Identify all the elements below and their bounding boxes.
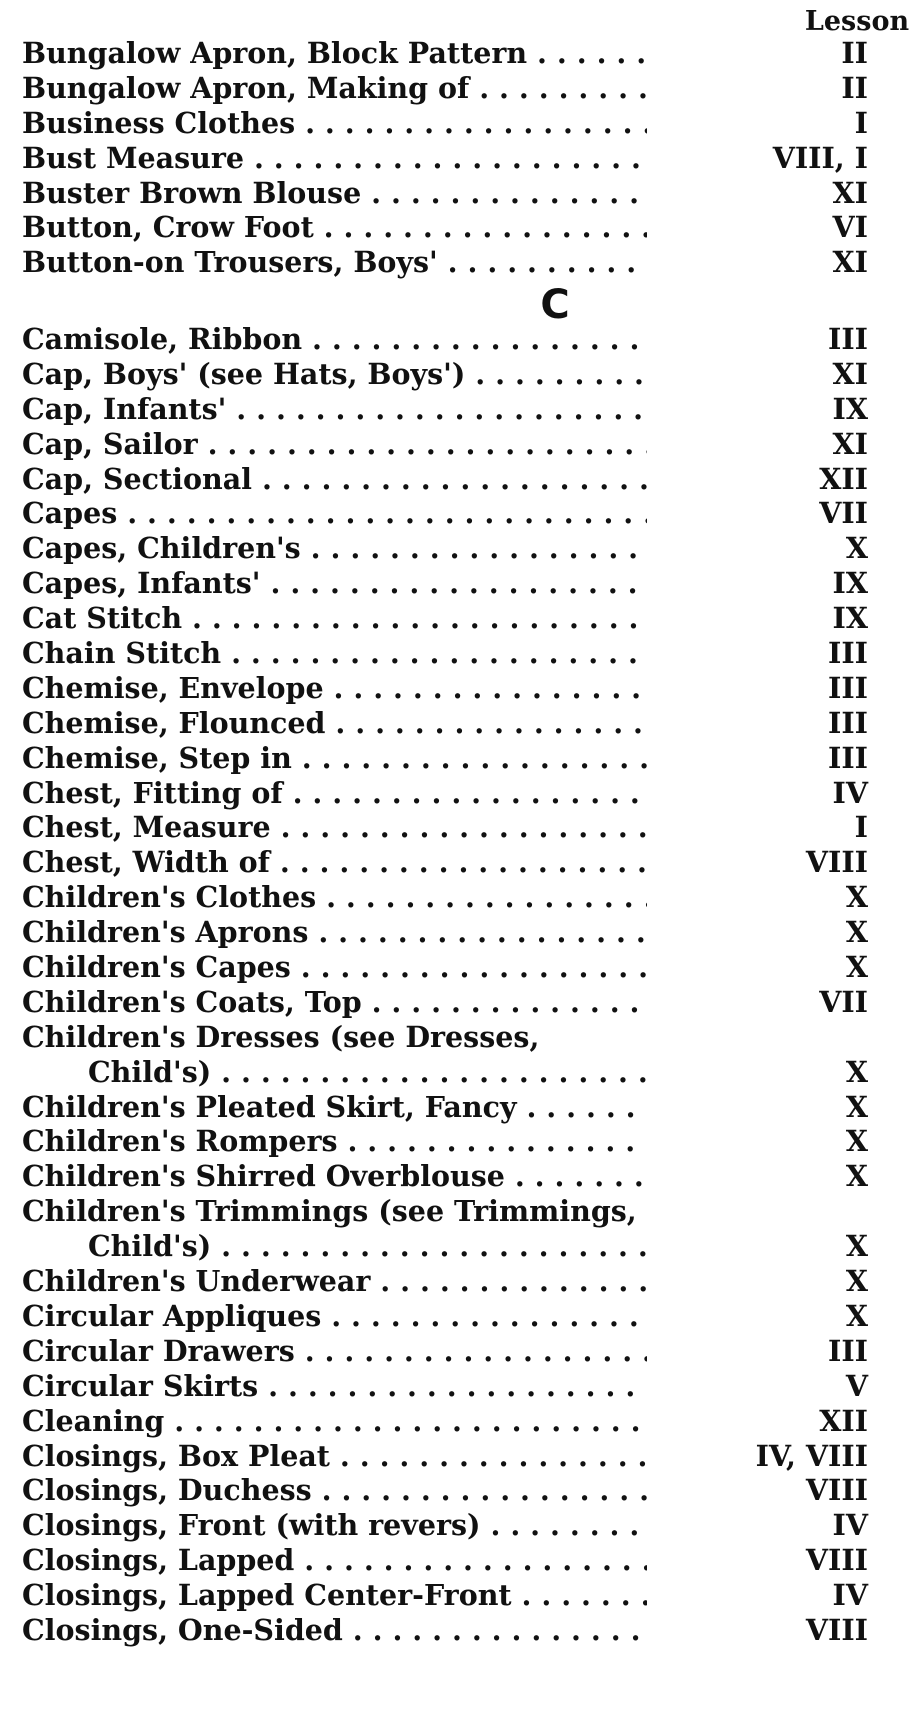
index-entry-text: Circular Appliques . . . [22, 1299, 647, 1333]
index-entry [22, 141, 647, 176]
index-entry-text: Circular Skirts . . . [22, 1369, 647, 1403]
index-entry [22, 636, 647, 671]
index-entry [22, 1404, 647, 1439]
lesson-number: VIII [805, 1473, 868, 1508]
index-entry [88, 1055, 647, 1090]
lesson-number: III [828, 1333, 868, 1368]
lesson-number: XI [832, 426, 868, 461]
index-entry-text: Capes, Children's . . . [22, 531, 647, 565]
index-row [0, 245, 915, 280]
index-row [0, 1508, 915, 1543]
index-entry-text: Bungalow Apron, Making of . . . [22, 71, 647, 105]
index-entry [22, 496, 647, 531]
lesson-number: X [845, 1124, 868, 1159]
lesson-number: XI [832, 245, 868, 280]
section-b-entries [0, 36, 915, 280]
index-row [0, 210, 915, 245]
lesson-number: III [828, 670, 868, 705]
index-row [0, 1020, 915, 1055]
lesson-number: I [854, 105, 868, 140]
index-entry-text: Cap, Sectional . . . [22, 462, 647, 496]
index-entry-text: Cap, Infants' . . . [22, 392, 647, 426]
lesson-number: X [845, 1089, 868, 1124]
index-row [0, 71, 915, 106]
index-entry [22, 531, 647, 566]
index-row [0, 357, 915, 392]
lesson-number: XI [832, 356, 868, 391]
index-entry-text: Business Clothes . . . [22, 106, 647, 140]
index-entry [22, 71, 647, 106]
index-entry-text: Closings, One-Sided . . . [22, 1613, 647, 1647]
lesson-number: IX [832, 391, 868, 426]
lesson-number: II [841, 36, 868, 70]
index-entry [22, 1578, 647, 1613]
index-entry-text: Children's Rompers . . . [22, 1124, 647, 1158]
index-entry-text: Chest, Width of . . . [22, 845, 647, 879]
lesson-number: VIII [805, 1543, 868, 1578]
index-row [0, 1578, 915, 1613]
index-entry-text: Chain Stitch . . . [22, 636, 647, 670]
index-row [0, 810, 915, 845]
index-row [0, 915, 915, 950]
index-row [0, 1334, 915, 1369]
index-entry [22, 1439, 647, 1474]
index-entry [22, 106, 647, 141]
lesson-number: IV [832, 1508, 868, 1543]
index-entry-text: Children's Aprons . . . [22, 915, 647, 949]
index-row [0, 741, 915, 776]
index-row [0, 566, 915, 601]
index-entry-text: Closings, Front (with revers) . . . [22, 1508, 647, 1542]
index-row [0, 392, 915, 427]
index-row [0, 671, 915, 706]
lesson-column-header: Lesson [804, 6, 910, 37]
lesson-number: VIII [805, 1612, 868, 1647]
lesson-number: III [828, 322, 868, 356]
lesson-number: X [845, 880, 868, 915]
index-row [0, 1473, 915, 1508]
index-entry [22, 671, 647, 706]
section-c-entries [0, 322, 915, 1648]
index-entry [22, 210, 647, 245]
index-row [0, 1194, 915, 1229]
lesson-number: XI [832, 175, 868, 210]
index-entry-text: Children's Shirred Overblouse . . . [22, 1159, 647, 1193]
index-row [0, 950, 915, 985]
index-entry [22, 845, 647, 880]
section-letter-c: C [540, 282, 570, 328]
lesson-number: X [845, 950, 868, 985]
lesson-number: III [828, 740, 868, 775]
index-entry [22, 741, 647, 776]
index-row [0, 1124, 915, 1159]
index-row [0, 845, 915, 880]
index-entry-text: Circular Drawers . . . [22, 1334, 647, 1368]
index-entry-text: Closings, Lapped Center-Front . . . [22, 1578, 647, 1612]
index-entry-text: Children's Underwear . . . [22, 1264, 647, 1298]
index-entry [22, 1299, 647, 1334]
index-entry-text: Cat Stitch . . . [22, 601, 647, 635]
index-entry [22, 322, 647, 357]
index-entry-text: Cap, Boys' (see Hats, Boys') . . . [22, 357, 647, 391]
index-entry [22, 601, 647, 636]
index-entry-text: Capes, Infants' . . . [22, 566, 647, 600]
index-row [0, 1613, 915, 1648]
index-entry-text: Chest, Fitting of . . . [22, 776, 647, 810]
index-entry [22, 176, 647, 211]
index-row [0, 1159, 915, 1194]
index-entry [22, 566, 647, 601]
lesson-number: X [845, 915, 868, 950]
index-entry [22, 245, 647, 280]
index-entry-text: Cleaning . . . [22, 1404, 647, 1438]
index-entry-text: Camisole, Ribbon . . . [22, 322, 647, 356]
lesson-number: IV [832, 1578, 868, 1613]
index-row [0, 462, 915, 497]
index-row [0, 1439, 915, 1474]
index-row [0, 1055, 915, 1090]
index-row [0, 1404, 915, 1439]
index-entry-text: Button, Crow Foot . . . [22, 210, 647, 244]
index-row [0, 601, 915, 636]
index-entry-text: Capes . . . [22, 496, 647, 530]
lesson-number: X [845, 531, 868, 566]
index-row [0, 427, 915, 462]
index-entry [22, 357, 647, 392]
lesson-number: XII [819, 461, 868, 496]
index-entry [22, 1508, 647, 1543]
index-entry-text: Button-on Trousers, Boys' . . . [22, 245, 647, 279]
index-entry [22, 985, 647, 1020]
index-entry [22, 1159, 647, 1194]
index-entry-text: Children's Clothes . . . [22, 880, 647, 914]
index-row [0, 106, 915, 141]
index-row [0, 1229, 915, 1264]
index-row [0, 322, 915, 357]
index-entry [22, 915, 647, 950]
index-entry-text: Cap, Sailor . . . [22, 427, 647, 461]
index-entry-text: Child's) . . . [88, 1055, 647, 1089]
index-row [0, 36, 915, 71]
index-entry [22, 392, 647, 427]
index-entry-text: Chemise, Envelope . . . [22, 671, 647, 705]
index-entry-text: Bungalow Apron, Block Pattern . . . [22, 36, 647, 70]
lesson-number: X [845, 1159, 868, 1194]
index-entry-text: Chest, Measure . . . [22, 810, 647, 844]
index-entry [22, 776, 647, 811]
index-entry [22, 706, 647, 741]
index-row [0, 706, 915, 741]
lesson-number: VII [819, 984, 868, 1019]
index-entry-text: Child's) . . . [88, 1229, 647, 1263]
index-entry-text: Chemise, Flounced . . . [22, 706, 647, 740]
index-entry [22, 1124, 647, 1159]
lesson-number: III [828, 636, 868, 671]
index-entry [22, 880, 647, 915]
index-row [0, 496, 915, 531]
index-row [0, 141, 915, 176]
index-row [0, 1090, 915, 1125]
index-entry [22, 1369, 647, 1404]
index-entry [22, 462, 647, 497]
lesson-number: VI [832, 210, 868, 245]
index-entry-text: Children's Coats, Top . . . [22, 985, 647, 1019]
index-entry [22, 1090, 647, 1125]
lesson-number: XII [819, 1403, 868, 1438]
index-entry [22, 1020, 647, 1055]
index-entry-text: Children's Trimmings (see Trimmings, [22, 1194, 637, 1229]
index-entry-text: Closings, Duchess . . . [22, 1473, 647, 1507]
index-entry [22, 810, 647, 845]
index-entry-text: Closings, Box Pleat . . . [22, 1439, 647, 1473]
lesson-number: IX [832, 601, 868, 636]
index-entry [22, 427, 647, 462]
index-entry-text: Chemise, Step in . . . [22, 741, 647, 775]
lesson-number: V [845, 1368, 868, 1403]
lesson-number: II [841, 70, 868, 105]
index-entry-text: Bust Measure . . . [22, 141, 647, 175]
lesson-number: X [845, 1054, 868, 1089]
index-row [0, 1299, 915, 1334]
index-entry [22, 1613, 647, 1648]
index-entry [22, 1334, 647, 1369]
index-row [0, 1369, 915, 1404]
index-entry-text: Closings, Lapped . . . [22, 1543, 647, 1577]
lesson-number: X [845, 1298, 868, 1333]
index-row [0, 636, 915, 671]
lesson-number: X [845, 1264, 868, 1299]
lesson-number: X [845, 1229, 868, 1264]
index-entry-text: Children's Dresses (see Dresses, [22, 1019, 540, 1054]
index-entry [22, 1473, 647, 1508]
lesson-number: I [854, 810, 868, 845]
index-row [0, 176, 915, 211]
index-row [0, 531, 915, 566]
lesson-number: VII [819, 496, 868, 531]
index-entry [22, 36, 647, 71]
index-row [0, 1264, 915, 1299]
index-entry [22, 1264, 647, 1299]
index-entry [22, 1543, 647, 1578]
index-entry-text: Children's Capes . . . [22, 950, 647, 984]
index-row [0, 880, 915, 915]
index-entry-text: Buster Brown Blouse . . . [22, 176, 647, 210]
lesson-number: IX [832, 566, 868, 601]
index-entry [22, 1194, 647, 1229]
lesson-number: VIII, I [772, 140, 868, 175]
index-entry-text: Children's Pleated Skirt, Fancy . . . [22, 1090, 647, 1124]
lesson-number: VIII [805, 845, 868, 880]
lesson-number: IV [832, 775, 868, 810]
index-entry [88, 1229, 647, 1264]
index-entry [22, 950, 647, 985]
index-row [0, 776, 915, 811]
lesson-number: III [828, 705, 868, 740]
index-row [0, 985, 915, 1020]
lesson-number: IV, VIII [755, 1438, 868, 1473]
index-row [0, 1543, 915, 1578]
